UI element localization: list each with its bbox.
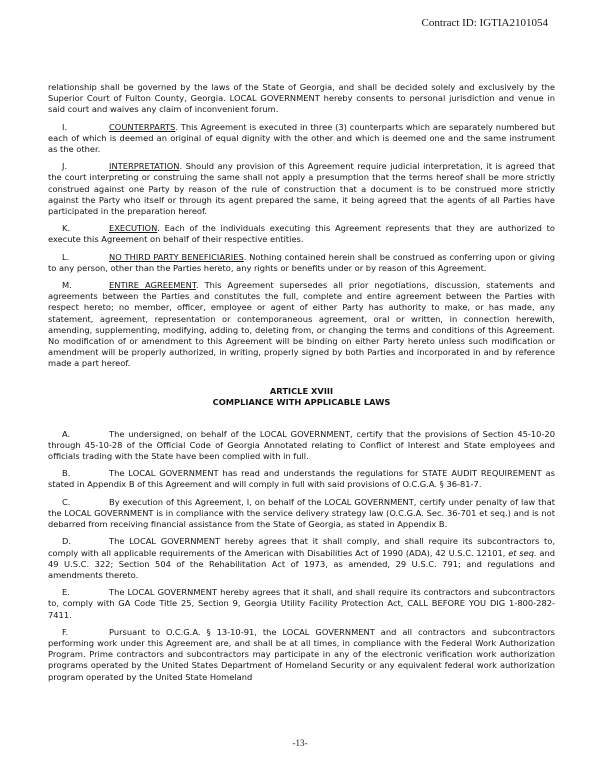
section-letter: M. xyxy=(62,280,72,291)
section-letter: L. xyxy=(62,251,70,262)
execution-paragraph xyxy=(48,223,555,245)
section-letter: B. xyxy=(62,468,71,479)
section-heading: EXECUTION xyxy=(109,223,158,234)
section-letter: C. xyxy=(62,496,71,507)
third-party-paragraph xyxy=(48,252,555,274)
entire-agreement-paragraph xyxy=(48,280,555,370)
compliance-paragraph-a xyxy=(48,429,555,463)
compliance-paragraph-c xyxy=(48,497,555,531)
interpretation-paragraph xyxy=(48,161,555,217)
section-letter: D. xyxy=(62,536,72,547)
document-body xyxy=(48,82,555,689)
section-text: . Should any provision of this Agreement require judicial interpretation, it is agreed that the court interpreting or construing the same shall not apply a presumption that the terms hereof shall be more strictly construed against one Party by reason of the rule of construction that a document is to be construed more strictly against the Party who itself or through its agent prepared the same, it being agreed that the agents of all Parties have participated in the preparation hereof. xyxy=(48,161,555,217)
article-heading xyxy=(48,386,555,409)
section-letter: A. xyxy=(62,428,71,439)
section-text: Pursuant to O.C.G.A. § 13-10-91, the LOCAL GOVERNMENT and all contractors and subcontractors performing work under this Agreement are, and shall be at all times, in compliance with the Federal Work Authorization Program. Prime contractors and subcontractors may participate in any of the electronic verification work authorization programs operated by the United States Department of Homeland Security or any equivalent federal work authorization program operated by the United State Homeland xyxy=(48,626,555,682)
section-heading: COUNTERPARTS xyxy=(109,121,176,132)
section-heading: ENTIRE AGREEMENT xyxy=(109,280,196,291)
section-text: The LOCAL GOVERNMENT has read and understands the regulations for STATE AUDIT REQUIREMENT as stated in Appendix B of this Agreement and will comply in full with said provisions of O.C.G.A. § 36-81-7. xyxy=(48,468,555,490)
article-number: ARTICLE XVIII xyxy=(269,385,334,396)
section-letter: E. xyxy=(62,587,70,598)
section-text: By execution of this Agreement, I, on behalf of the LOCAL GOVERNMENT, certify under penalty of law that the LOCAL GOVERNMENT is in compliance with the service delivery strategy law (O.C.G.A. Sec. 36-701 et seq.) and is not debarred from receiving financial assistance from the State of Georgia, as stated in Appendix B. xyxy=(48,496,555,530)
compliance-paragraph-d xyxy=(48,536,555,581)
section-letter: F. xyxy=(62,626,69,637)
contract-id: Contract ID: IGTIA2101054 xyxy=(421,17,548,29)
section-heading: INTERPRETATION xyxy=(109,161,180,172)
compliance-paragraph-f xyxy=(48,627,555,683)
section-text: The LOCAL GOVERNMENT hereby agrees that it shall, and shall require its contractors and subcontractors to, comply with GA Code Title 25, Section 9, Georgia Utility Facility Protection Act, CALL BEFORE YOU DIG 1-800-282-7411. xyxy=(48,587,555,620)
section-heading: NO THIRD PARTY BENEFICIARIES xyxy=(109,251,244,262)
latin-phrase: et seq. xyxy=(508,547,537,558)
section-text: . Nothing contained herein shall be construed as conferring upon or giving to any person, other than the Parties hereto, any rights or benefits under or by reason of this Agreement. xyxy=(48,251,555,273)
article-title: COMPLIANCE WITH APPLICABLE LAWS xyxy=(212,397,391,408)
section-letter: J. xyxy=(62,161,68,172)
section-text: . Each of the individuals executing this Agreement represents that they are authorized to execute this Agreement on behalf of their respective entities. xyxy=(48,223,555,245)
section-text: The undersigned, on behalf of the LOCAL GOVERNMENT, certify that the provisions of Section 45-10-20 through 45-10-28 of the Official Code of Georgia Annotated relating to Conflict of Interest and State employees and officials trading with the State have been complied with in full. xyxy=(48,428,555,462)
section-text: . This Agreement is executed in three (3) counterparts which are separately numbered but each of which is deemed an original of equal dignity with the other and which is deemed one and the same instrument as the other. xyxy=(48,121,555,155)
section-letter: K. xyxy=(62,223,71,234)
section-letter: I. xyxy=(62,121,68,132)
page-number: -13- xyxy=(292,738,308,748)
counterparts-paragraph xyxy=(48,122,555,156)
compliance-paragraph-e xyxy=(48,587,555,621)
section-text-continued: and 49 U.S.C. 322; Section 504 of the Rehabilitation Act of 1973, as amended, 29 U.S.C. 791; and regulations and amendments thereto. xyxy=(48,547,556,580)
section-text: The LOCAL GOVERNMENT hereby agrees that it shall comply, and shall require its subcontractors to, comply with all applicable requirements of the American with Disabilities Act of 1990 (ADA), 42 U.S.C. 12101, xyxy=(48,536,555,558)
compliance-paragraph-b xyxy=(48,468,555,490)
intro-paragraph: relationship shall be governed by the laws of the State of Georgia, and shall be decided solely and exclusively by the Superior Court of Fulton County, Georgia. LOCAL GOVERNMENT hereby consents to personal jurisdiction and venue in said court and waives any claim of inconvenient forum. xyxy=(48,82,555,115)
section-text: . This Agreement supersedes all prior negotiations, discussion, statements and agreements between the Parties and constitutes the full, complete and entire agreement between the Parties with respect hereto; no member, officer, employee or agent of either Party has authority to make, or has made, any statement, agreement, representation or contemporaneous agreement, oral or written, in connection herewith, amending, supplementing, modifying, adding to, deleting from, or changing the terms and conditions of this Agreement. No modification of or amendment to this Agreement will be binding on either Party hereto unless such modification or amendment will be properly authorized, in writing, properly signed by both Parties and incorporated in and by reference made a part hereof. xyxy=(48,280,555,369)
